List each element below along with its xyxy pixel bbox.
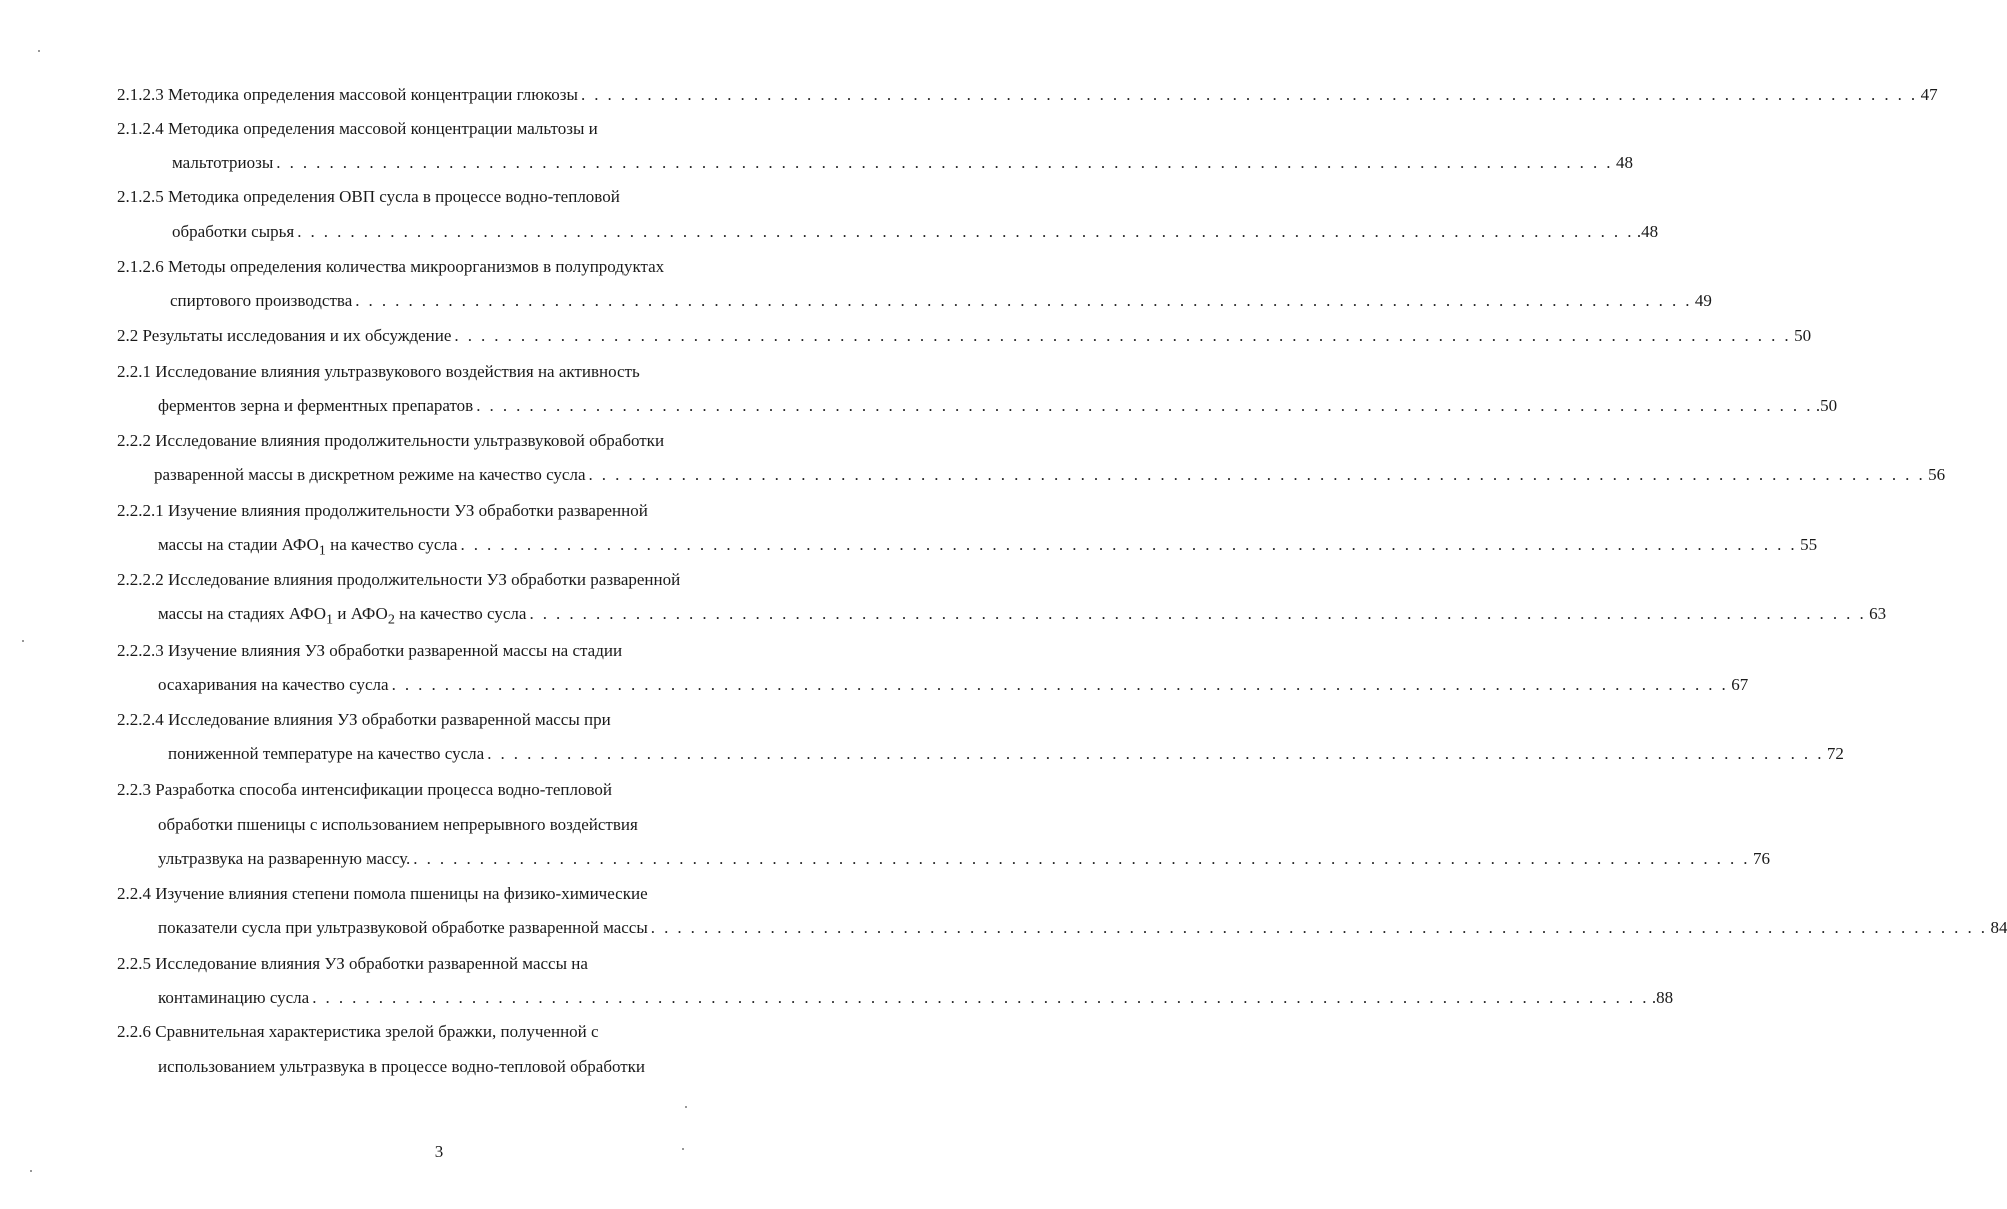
toc-page-number: 55 xyxy=(1800,535,1818,554)
toc-entry xyxy=(158,534,1818,559)
scan-speck xyxy=(682,1148,684,1150)
toc-entry-title: 2.2 Результаты исследования и их обсуждение xyxy=(117,326,452,345)
toc-entry xyxy=(117,325,1812,347)
toc-page-number: 72 xyxy=(1826,744,1844,763)
scan-speck xyxy=(38,50,40,52)
toc-entry xyxy=(168,743,1844,765)
toc-leader: . . . . . . . . . . . . . . . . . . . . . . . . . . . . . . . . . . . . . . . . . . . . . . . . . . . . . . . . . . . . . . . . . . . . . . . . . . . . . . . . . . . . . . . . . . . . . . . . . . . . . xyxy=(297,222,1634,241)
toc-page-number: 56 xyxy=(1928,465,1946,484)
toc-page-number: 49 xyxy=(1694,291,1712,310)
toc-entry-title: 2.2.6 Сравнительная характеристика зрелой бражки, полученной с xyxy=(117,1022,599,1041)
toc-entry xyxy=(158,395,1838,417)
toc-entry-title: 2.1.2.3 Методика определения массовой концентрации глюкозы xyxy=(117,85,578,104)
toc-leader: . . . . . . . . . . . . . . . . . . . . . . . . . . . . . . . . . . . . . . . . . . . . . . . . . . . . . . . . . . . . . . . . . . . . . . . . . . . . . . . . . . . . . . . . . . . . . . . . . . . . . xyxy=(476,396,1813,415)
toc-entry xyxy=(158,987,1674,1009)
toc-entry-title: 2.2.2 Исследование влияния продолжительности ультразвуковой обработки xyxy=(117,431,665,450)
toc-leader: . . . . . . . . . . . . . . . . . . . . . . . . . . . . . . . . . . . . . . . . . . . . . . . . . . . . . . . . . . . . . . . . . . . . . . . . . . . . . . . . . . . . . . . . . . . . . . . . . . . . . xyxy=(460,535,1798,554)
toc-leader: . . . . . . . . . . . . . . . . . . . . . . . . . . . . . . . . . . . . . . . . . . . . . . . . . . . . . . . . . . . . . . . . . . . . . . . . . . . . . . . . . . . . . . . . . . . . . . . . . . . . . xyxy=(391,675,1729,694)
toc-entry xyxy=(158,848,1770,870)
subscript: 2 xyxy=(387,611,395,628)
toc-entry-title-cont: мальтотриозы xyxy=(172,153,274,172)
toc-leader: . . . . . . . . . . . . . . . . . . . . . . . . . . . . . . . . . . . . . . . . . . . . . . . . . . . . . . . . . . . . . . . . . . . . . . . . . . . . . . . . . . . . . . . . . . . . . . . . . . . . . xyxy=(588,465,1926,484)
toc-entry-title: 2.2.1 Исследование влияния ультразвукового воздействия на активность xyxy=(117,362,640,381)
toc-entry-title-cont: пониженной температуре на качество сусла xyxy=(168,744,485,763)
toc-entry-title-cont: осахаривания на качество сусла xyxy=(158,675,389,694)
toc-page-number: 48 xyxy=(1615,153,1633,172)
toc-entry-title: 2.2.2.4 Исследование влияния УЗ обработки разваренной массы при xyxy=(117,710,611,729)
toc-entry xyxy=(158,917,2007,939)
toc-page-number: 84 xyxy=(1990,918,2007,937)
toc-entry-title: 2.2.5 Исследование влияния УЗ обработки разваренной массы на xyxy=(117,954,588,973)
scan-speck xyxy=(22,640,24,642)
toc-page-number: 76 xyxy=(1752,849,1770,868)
toc-leader: . . . . . . . . . . . . . . . . . . . . . . . . . . . . . . . . . . . . . . . . . . . . . . . . . . . . . . . . . . . . . . . . . . . . . . . . . . . . . . . . . . . . . . . . . . . . . . . . . . . . . xyxy=(413,849,1750,868)
scan-speck xyxy=(30,1170,32,1172)
toc-entry-title-cont: разваренной массы в дискретном режиме на качество сусла xyxy=(154,465,586,484)
toc-leader: . . . . . . . . . . . . . . . . . . . . . . . . . . . . . . . . . . . . . . . . . . . . . . . . . . . . . . . . . . . . . . . . . . . . . . . . . . . . . . . . . . . . . . . . . . . . . . . . . . . . . xyxy=(276,153,1613,172)
toc-entry-title: 2.2.2.1 Изучение влияния продолжительности УЗ обработки разваренной xyxy=(117,501,648,520)
toc-entry-title: 2.2.3 Разработка способа интенсификации процесса водно-тепловой xyxy=(117,780,612,799)
toc-entry xyxy=(170,290,1712,312)
toc-entry-title-cont: обработки сырья xyxy=(172,222,295,241)
subscript: 1 xyxy=(318,542,326,559)
toc-entry-title-cont: показатели сусла при ультразвуковой обработке разваренной массы xyxy=(158,918,648,937)
toc-page-number: .50 xyxy=(1815,396,1838,415)
toc-entry-title-cont: контаминацию сусла xyxy=(158,988,310,1007)
toc-entry-title-cont: спиртового производства xyxy=(170,291,353,310)
scan-speck xyxy=(685,1106,687,1108)
toc-entry-title: 2.2.4 Изучение влияния степени помола пшеницы на физико-химические xyxy=(117,884,648,903)
toc-entry-title: 2.2.2.3 Изучение влияния УЗ обработки разваренной массы на стадии xyxy=(117,641,623,660)
toc-page-number: 50 xyxy=(1794,326,1812,345)
toc-entry xyxy=(172,152,1633,174)
toc-entry xyxy=(172,221,1659,243)
toc-entry-title-cont: обработки пшеницы с использованием непрерывного воздействия xyxy=(158,815,638,834)
toc-leader: . . . . . . . . . . . . . . . . . . . . . . . . . . . . . . . . . . . . . . . . . . . . . . . . . . . . . . . . . . . . . . . . . . . . . . . . . . . . . . . . . . . . . . . . . . . . . . . . . . . . . xyxy=(580,85,1918,104)
toc-entry-title-cont: ферментов зерна и ферментных препаратов xyxy=(158,396,474,415)
toc-leader: . . . . . . . . . . . . . . . . . . . . . . . . . . . . . . . . . . . . . . . . . . . . . . . . . . . . . . . . . . . . . . . . . . . . . . . . . . . . . . . . . . . . . . . . . . . . . . . . . . . . . xyxy=(312,988,1649,1007)
toc-entry-title-cont: массы на стадиях $АФО_1$ и $АФО_2$ на качество сусла xyxy=(158,604,527,628)
toc-entry-title-cont: использованием ультразвука в процессе водно-тепловой обработки xyxy=(158,1057,646,1076)
toc-entry xyxy=(154,464,1946,486)
toc-entry xyxy=(117,84,1938,106)
toc-leader: . . . . . . . . . . . . . . . . . . . . . . . . . . . . . . . . . . . . . . . . . . . . . . . . . . . . . . . . . . . . . . . . . . . . . . . . . . . . . . . . . . . . . . . . . . . . . . . . . . . . . xyxy=(355,291,1692,310)
toc-entry xyxy=(158,603,1887,628)
toc-page-number: .48 xyxy=(1636,222,1659,241)
toc-leader: . . . . . . . . . . . . . . . . . . . . . . . . . . . . . . . . . . . . . . . . . . . . . . . . . . . . . . . . . . . . . . . . . . . . . . . . . . . . . . . . . . . . . . . . . . . . . . . . . . . . . xyxy=(454,326,1792,345)
toc-entry-title: 2.1.2.6 Методы определения количества микроорганизмов в полупродуктах xyxy=(117,257,665,276)
toc-entry-title: 2.2.2.2 Исследование влияния продолжительности УЗ обработки разваренной xyxy=(117,570,681,589)
toc-page-number: 67 xyxy=(1731,675,1749,694)
toc-page-number: 63 xyxy=(1869,604,1887,623)
toc-entry xyxy=(158,674,1749,696)
toc-page-number: 47 xyxy=(1920,85,1938,104)
toc-page-number: .88 xyxy=(1651,988,1674,1007)
toc-entry-title: 2.1.2.4 Методика определения массовой концентрации мальтозы и xyxy=(117,119,598,138)
page-number: 3 xyxy=(434,1142,444,1161)
subscript: 1 xyxy=(326,611,334,628)
toc-entry-title-cont: массы на стадии $АФО_1$ на качество сусла xyxy=(158,535,458,559)
toc-leader: . . . . . . . . . . . . . . . . . . . . . . . . . . . . . . . . . . . . . . . . . . . . . . . . . . . . . . . . . . . . . . . . . . . . . . . . . . . . . . . . . . . . . . . . . . . . . . . . . . . . . xyxy=(650,918,1988,937)
toc-entry-title: 2.1.2.5 Методика определения ОВП сусла в процессе водно-тепловой xyxy=(117,187,620,206)
toc-leader: . . . . . . . . . . . . . . . . . . . . . . . . . . . . . . . . . . . . . . . . . . . . . . . . . . . . . . . . . . . . . . . . . . . . . . . . . . . . . . . . . . . . . . . . . . . . . . . . . . . . . xyxy=(487,744,1824,763)
toc-leader: . . . . . . . . . . . . . . . . . . . . . . . . . . . . . . . . . . . . . . . . . . . . . . . . . . . . . . . . . . . . . . . . . . . . . . . . . . . . . . . . . . . . . . . . . . . . . . . . . . . . . xyxy=(529,604,1867,623)
toc-entry-title-cont: ультразвука на разваренную массу. xyxy=(158,849,411,868)
